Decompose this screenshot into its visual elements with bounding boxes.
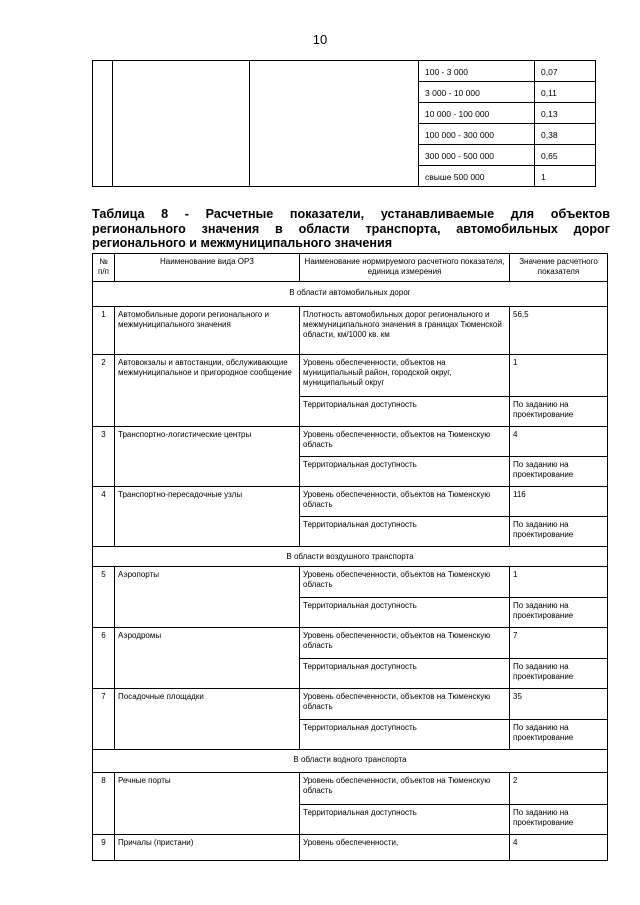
- indicator-value: 1: [510, 567, 608, 598]
- indicator-name: Уровень обеспеченности, объектов на Тюменскую область: [300, 567, 510, 598]
- row-num: 3: [93, 427, 115, 487]
- coefficient-cell: 0,65: [535, 145, 596, 166]
- coefficient-cell: 0,07: [535, 61, 596, 82]
- row-num: 8: [93, 773, 115, 835]
- indicator-name: Уровень обеспеченности, объектов на Тюменскую область: [300, 689, 510, 720]
- row-num: 1: [93, 307, 115, 355]
- table-row: [93, 835, 608, 861]
- indicator-name: Территориальная доступность: [300, 457, 510, 487]
- row-num: 9: [93, 835, 115, 861]
- table-caption: [92, 207, 610, 251]
- indicator-name: Плотность автомобильных дорог регионального и межмуниципального значения в границах Тюменской области, км/1000 кв. км: [300, 307, 510, 355]
- coefficient-cell: 0,11: [535, 82, 596, 103]
- object-name: Транспортно-логистические центры: [115, 427, 300, 487]
- caption-line: регионального значения в области транспорта, автомобильных дорог: [92, 221, 610, 236]
- table-row: [93, 427, 608, 457]
- section-water: В области водного транспорта: [93, 750, 608, 773]
- row-num: 5: [93, 567, 115, 628]
- indicator-value: По заданию на проектирование: [510, 517, 608, 547]
- empty-cell: [250, 61, 419, 187]
- indicator-value: 1: [510, 355, 608, 397]
- table-row: [93, 355, 608, 397]
- empty-cell: [113, 61, 250, 187]
- row-num: 6: [93, 628, 115, 689]
- indicator-value: По заданию на проектирование: [510, 457, 608, 487]
- indicator-value: 35: [510, 689, 608, 720]
- indicator-name: Уровень обеспеченности, объектов на Тюменскую область: [300, 427, 510, 457]
- indicator-value: 56,5: [510, 307, 608, 355]
- header-name: Наименование вида ОРЗ: [115, 254, 300, 282]
- indicator-value: 2: [510, 773, 608, 805]
- indicator-name: Уровень обеспеченности,: [300, 835, 510, 861]
- range-cell: 10 000 - 100 000: [419, 103, 535, 124]
- indicator-name: Уровень обеспеченности, объектов на муниципальный район, городской округ, муниципальный округ: [300, 355, 510, 397]
- object-name: Речные порты: [115, 773, 300, 835]
- indicator-name: Уровень обеспеченности, объектов на Тюменскую область: [300, 628, 510, 659]
- indicator-name: Территориальная доступность: [300, 598, 510, 628]
- coefficient-cell: 1: [535, 166, 596, 187]
- indicators-table: [92, 253, 608, 861]
- section-row: [93, 547, 608, 567]
- row-num: 4: [93, 487, 115, 547]
- table-row: [93, 628, 608, 659]
- indicator-name: Уровень обеспеченности, объектов на Тюменскую область: [300, 487, 510, 517]
- table-row: [93, 307, 608, 355]
- range-cell: свыше 500 000: [419, 166, 535, 187]
- table-row: [93, 567, 608, 598]
- indicator-value: 7: [510, 628, 608, 659]
- section-row: [93, 750, 608, 773]
- indicator-name: Уровень обеспеченности, объектов на Тюменскую область: [300, 773, 510, 805]
- indicator-value: По заданию на проектирование: [510, 397, 608, 427]
- caption-line: Таблица 8 - Расчетные показатели, устанавливаемые для объектов: [92, 207, 610, 221]
- header-num: № п/п: [93, 254, 115, 282]
- row-num: 2: [93, 355, 115, 427]
- object-name: Причалы (пристани): [115, 835, 300, 861]
- indicator-value: По заданию на проектирование: [510, 598, 608, 628]
- indicator-name: Территориальная доступность: [300, 805, 510, 835]
- header-indicator: Наименование нормируемого расчетного показателя, единица измерения: [300, 254, 510, 282]
- indicator-value: 4: [510, 427, 608, 457]
- header-row: [93, 254, 608, 282]
- empty-cell: [93, 61, 113, 187]
- header-value: Значение расчетного показателя: [510, 254, 608, 282]
- indicator-value: По заданию на проектирование: [510, 659, 608, 689]
- coefficient-cell: 0,13: [535, 103, 596, 124]
- range-cell: 100 - 3 000: [419, 61, 535, 82]
- object-name: Транспортно-пересадочные узлы: [115, 487, 300, 547]
- caption-line: регионального и межмуниципального значения: [92, 236, 393, 250]
- indicator-name: Территориальная доступность: [300, 720, 510, 750]
- range-cell: 300 000 - 500 000: [419, 145, 535, 166]
- object-name: Автовокзалы и автостанции, обслуживающие межмуниципальное и пригородное сообщение: [115, 355, 300, 427]
- indicator-value: 4: [510, 835, 608, 861]
- indicator-name: Территориальная доступность: [300, 659, 510, 689]
- object-name: Аэродромы: [115, 628, 300, 689]
- section-row: [93, 282, 608, 307]
- row-num: 7: [93, 689, 115, 750]
- section-auto: В области автомобильных дорог: [93, 282, 608, 307]
- indicator-name: Территориальная доступность: [300, 397, 510, 427]
- indicator-value: 116: [510, 487, 608, 517]
- indicator-value: По заданию на проектирование: [510, 720, 608, 750]
- indicator-name: Территориальная доступность: [300, 517, 510, 547]
- range-cell: 100 000 - 300 000: [419, 124, 535, 145]
- indicator-value: По заданию на проектирование: [510, 805, 608, 835]
- table-row: [93, 487, 608, 517]
- object-name: Посадочные площадки: [115, 689, 300, 750]
- coefficient-cell: 0,38: [535, 124, 596, 145]
- section-air: В области воздушного транспорта: [93, 547, 608, 567]
- object-name: Автомобильные дороги регионального и межмуниципального значения: [115, 307, 300, 355]
- table-row: [93, 773, 608, 805]
- page-number: 10: [312, 32, 328, 47]
- table-row: [93, 689, 608, 720]
- range-cell: 3 000 - 10 000: [419, 82, 535, 103]
- continuation-table: [92, 60, 596, 187]
- table-row: [93, 61, 596, 82]
- object-name: Аэропорты: [115, 567, 300, 628]
